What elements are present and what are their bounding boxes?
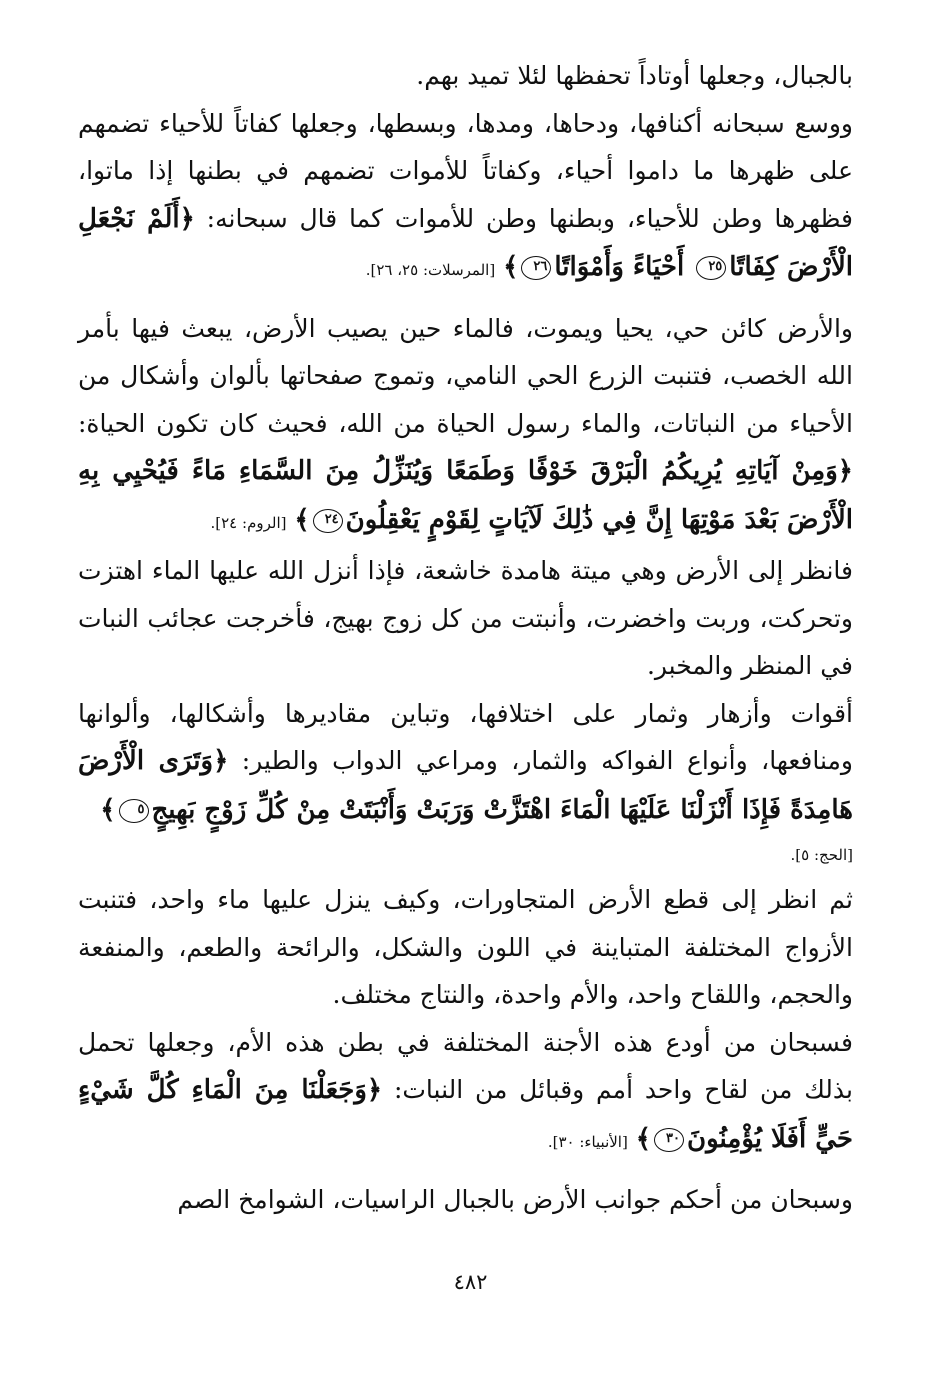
page-number: ٤٨٢ xyxy=(453,1270,488,1294)
quran-verse xyxy=(78,456,853,535)
spacer xyxy=(78,1166,853,1176)
paragraph-2 xyxy=(78,100,853,295)
paragraph-8 xyxy=(78,1176,853,1224)
ayah-number-marker: ٥ xyxy=(119,799,149,823)
paragraph-6 xyxy=(78,876,853,1019)
bracket-close: ﴾ xyxy=(100,794,116,825)
paragraph-text: بالجبال، وجعلها أوتاداً تحفظها لئلا تميد بهم. xyxy=(416,61,853,90)
verse-text: وَتَرَى الْأَرْضَ هَامِدَةً فَإِذَا أَنْزَلْنَا عَلَيْهَا الْمَاءَ اهْتَزَّتْ وَرَبَتْ وَأَنْبَتَتْ مِنْ كُلِّ زَوْجٍ بَهِيجٍ xyxy=(78,746,853,825)
text-body xyxy=(78,52,853,1224)
verse-citation: [المرسلات: ٢٥، ٢٦]. xyxy=(365,261,496,279)
verse-text: أَحْيَاءً وَأَمْوَاتًا xyxy=(554,252,685,282)
bracket-open: ﴿ xyxy=(837,456,853,486)
paragraph-4 xyxy=(78,547,853,690)
paragraph-3 xyxy=(78,305,853,548)
verse-text: وَمِنْ آيَاتِهِ يُرِيكُمُ الْبَرْقَ خَوْفًا وَطَمَعًا وَيُنَزِّلُ مِنَ السَّمَاءِ مَاءً فَيُحْيِي بِهِ الْأَرْضَ بَعْدَ مَوْتِهَا إِنَّ فِي ذَٰلِكَ لَآيَاتٍ لِقَوْمٍ يَعْقِلُونَ xyxy=(78,456,853,535)
verse-citation: [الأنبياء: ٣٠]. xyxy=(547,1132,628,1151)
ayah-number-marker: ٣٠ xyxy=(654,1128,684,1152)
verse-citation-line xyxy=(78,834,853,876)
bracket-close: ﴾ xyxy=(294,504,310,535)
bracket-close: ﴾ xyxy=(635,1123,652,1154)
bracket-open: ﴿ xyxy=(366,1075,383,1105)
ayah-number-marker: ٢٦ xyxy=(521,256,551,280)
bracket-open: ﴿ xyxy=(179,203,195,234)
paragraph-text: وسبحان من أحكم جوانب الأرض بالجبال الراسيات، الشوامخ الصم xyxy=(177,1185,853,1214)
bracket-open: ﴿ xyxy=(213,746,229,776)
paragraph-text: والأرض كائن حي، يحيا ويموت، فالماء حين يصيب الأرض، يبعث فيها بأمر الله الخصب، فتنبت الزرع الحي النامي، وتموج صفحاتها بألوان وأشكال من الأحياء من النباتات، والماء رسول الحياة من الله، فحيث كان تكون الحياة: xyxy=(78,313,853,438)
verse-text: أَلَمْ نَجْعَلِ الْأَرْضَ كِفَاتًا xyxy=(78,203,853,282)
paragraph-5 xyxy=(78,690,853,835)
verse-citation: [الحج: ٥]. xyxy=(790,846,853,864)
ayah-number-marker: ٢٥ xyxy=(696,256,726,280)
paragraph-1 xyxy=(78,52,853,100)
paragraph-text: فسبحان من أودع هذه الأجنة المختلفة في بطن هذه الأم، وجعلها تحمل بذلك من لقاح واحد أمم وقبائل من النبات: xyxy=(78,1027,853,1104)
paragraph-text: ووسع سبحانه أكنافها، ودحاها، ومدها، وبسطها، وجعلها كفاتاً للأحياء تضمهم على ظهرها ما داموا أحياء، وكفاتاً للأموات تضمهم في بطنها إذا ماتوا، فظهرها وطن للأحياء، وبطنها وطن للأموات كما قال سبحانه: xyxy=(78,108,853,233)
spacer xyxy=(78,295,853,305)
paragraph-text: أقوات وأزهار وثمار على اختلافها، وتباين مقاديرها وأشكالها، وألوانها ومنافعها، وأنواع الفواكه والثمار، ومراعي الدواب والطير: xyxy=(78,698,853,775)
paragraph-7 xyxy=(78,1019,853,1167)
verse-text: وَجَعَلْنَا مِنَ الْمَاءِ كُلَّ شَيْءٍ حَيٍّ أَفَلَا يُؤْمِنُونَ xyxy=(78,1075,853,1154)
ayah-number-marker: ٢٤ xyxy=(313,509,343,533)
paragraph-text: ثم انظر إلى قطع الأرض المتجاورات، وكيف ينزل عليها ماء واحد، فتنبت الأزواج المختلفة المتباينة في اللون والشكل، والرائحة والطعم، والمنفعة والحجم، واللقاح واحد، والأم واحدة، والنتاج مختلف. xyxy=(78,885,853,1009)
bracket-close: ﴾ xyxy=(503,252,519,282)
verse-citation: [الروم: ٢٤]. xyxy=(210,513,287,532)
paragraph-text: فانظر إلى الأرض وهي ميتة هامدة خاشعة، فإذا أنزل الله عليها الماء اهتزت وتحركت، وربت واخضرت، وأنبتت من كل زوج بهيج، فأخرجت عجائب النبات في المنظر والمخبر. xyxy=(78,556,853,680)
